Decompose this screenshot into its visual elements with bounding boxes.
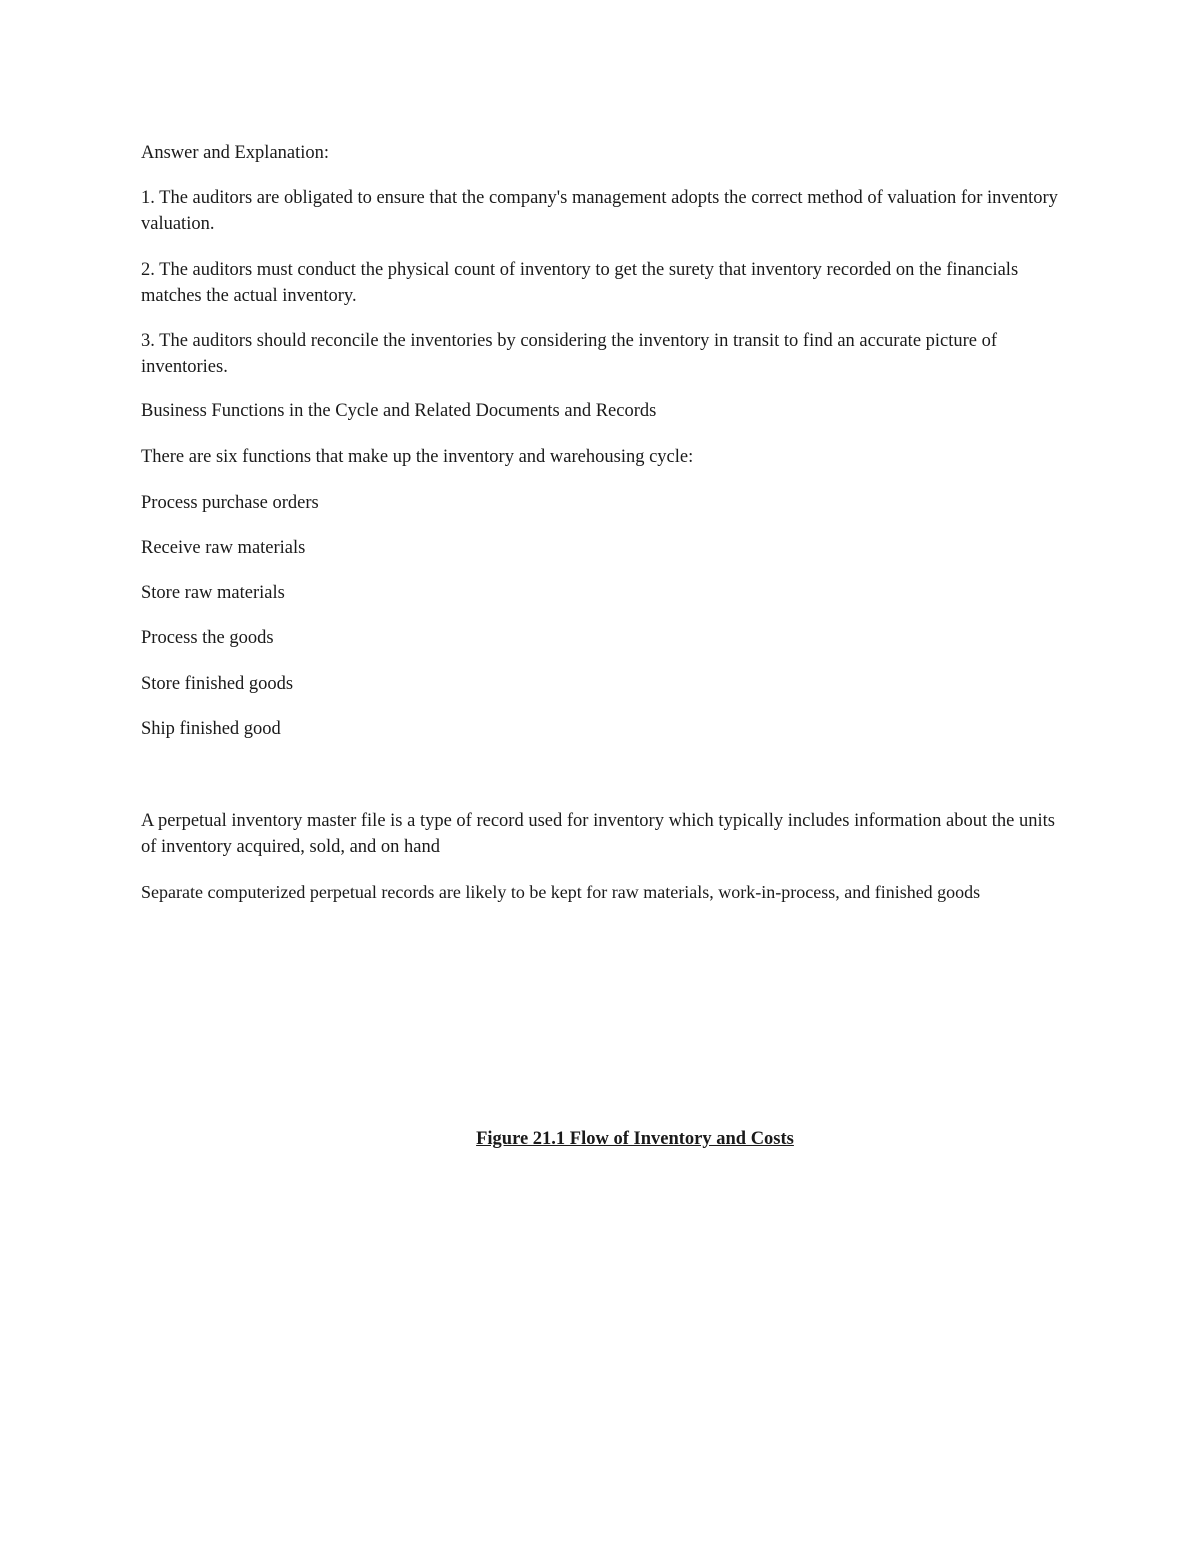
answer-item-1: 1. The auditors are obligated to ensure that the company's management adopts the correct method of valuation for inventory valuation. [141, 188, 1058, 234]
separate-records-paragraph: Separate computerized perpetual records are likely to be kept for raw materials, work-in-process, and finished goods [141, 882, 981, 902]
figure-caption: Figure 21.1 Flow of Inventory and Costs [476, 1129, 794, 1149]
functions-intro: There are six functions that make up the inventory and warehousing cycle: [141, 447, 694, 467]
answer-item-3: 3. The auditors should reconcile the inventories by considering the inventory in transit to find an accurate picture of inventories. [141, 331, 998, 377]
section-title: Business Functions in the Cycle and Related Documents and Records [141, 401, 657, 421]
function-item: Process purchase orders [141, 493, 319, 513]
answer-item-2: 2. The auditors must conduct the physical count of inventory to get the surety that inventory recorded on the financials matches the actual inventory. [141, 260, 1019, 306]
function-item: Ship finished good [141, 719, 281, 739]
function-item: Store raw materials [141, 583, 285, 603]
function-item: Store finished goods [141, 674, 294, 694]
answer-heading: Answer and Explanation: [141, 143, 330, 163]
function-item: Receive raw materials [141, 538, 306, 558]
function-item: Process the goods [141, 628, 274, 648]
perpetual-inventory-paragraph: A perpetual inventory master file is a type of record used for inventory which typically includes information about the units of inventory acquired, sold, and on hand [141, 811, 1055, 857]
